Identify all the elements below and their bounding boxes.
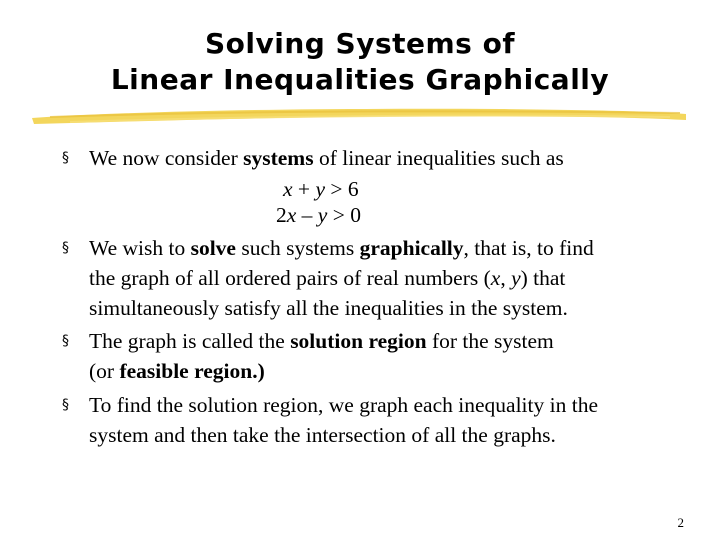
bullet-4-line-2: system and then take the intersection of all the graphs. [89,423,556,447]
bullet-marker: § [62,150,69,166]
bullet-marker: § [62,333,69,349]
slide-title [0,26,720,98]
equation-2: 2x – y > 0 [276,203,361,227]
equation-1: x + y > 6 [283,177,359,201]
bullet-2-line-3: simultaneously satisfy all the inequalities in the system. [89,296,568,320]
bullet-4-line-1: To find the solution region, we graph each inequality in the [89,393,598,417]
bullet-2-line-2: the graph of all ordered pairs of real numbers (x, y) that [89,266,566,290]
title-line-1: Solving Systems of [204,27,516,60]
bullet-2-line-1: We wish to solve such systems graphically, that is, to find [89,236,594,260]
page-number: 2 [677,515,684,530]
title-underline-brushstroke [30,100,690,130]
bullet-1-line-1: We now consider systems of linear inequalities such as [89,146,564,170]
title-line-2: Linear Inequalities Graphically [110,63,610,96]
bullet-3-line-2: (or feasible region.) [89,359,265,383]
bullet-3-line-1: The graph is called the solution region for the system [89,329,554,353]
bullet-marker: § [62,240,69,256]
bullet-marker: § [62,397,69,413]
